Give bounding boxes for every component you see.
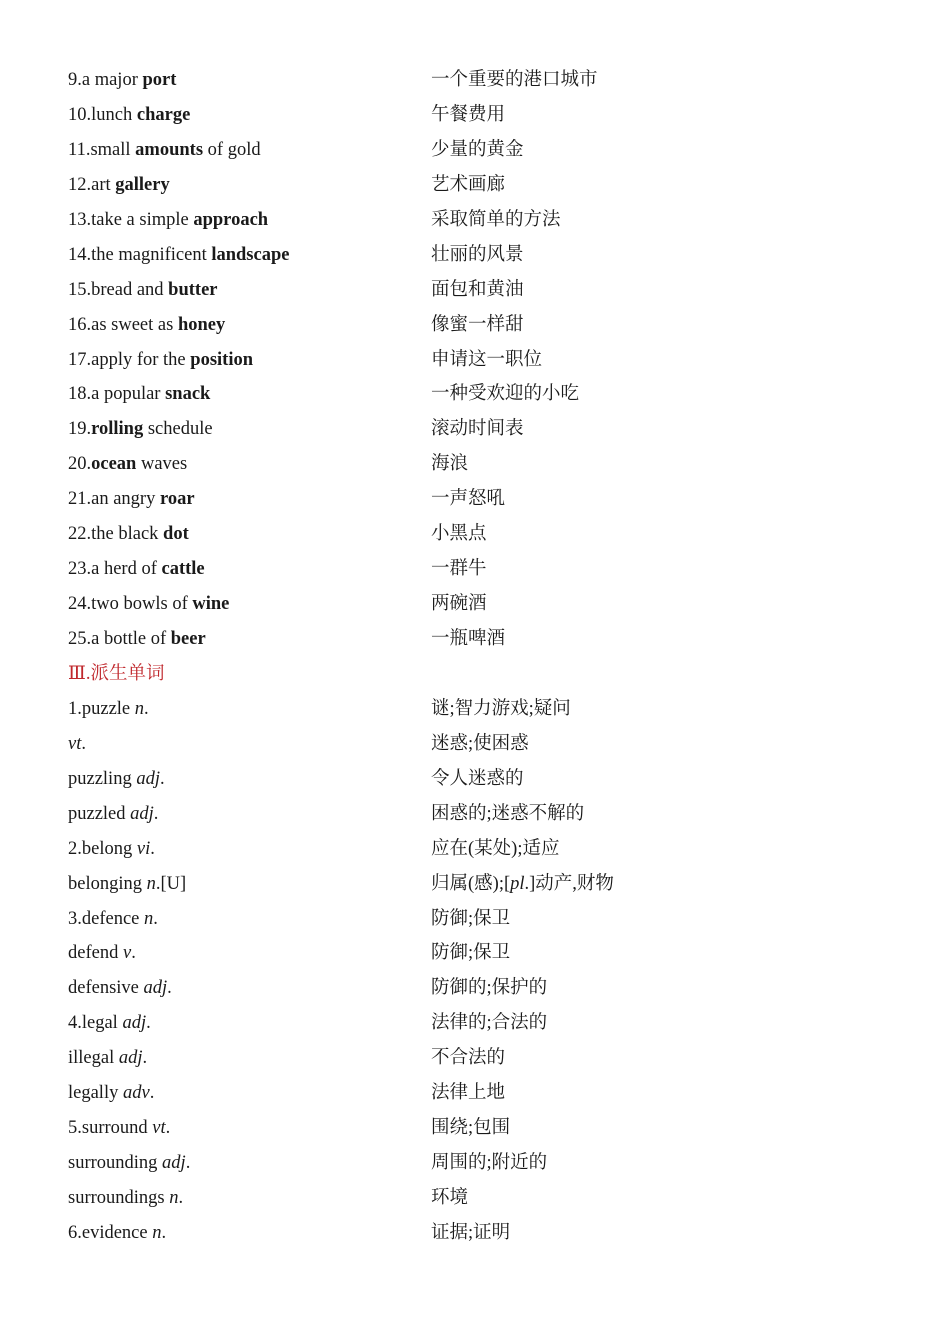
phrase-row <box>68 517 888 552</box>
phrase-row <box>68 343 888 378</box>
derived-row <box>68 797 888 832</box>
part-of-speech: vi <box>136 838 151 859</box>
derived-row <box>68 867 888 902</box>
keyword: gallery <box>115 174 170 195</box>
phrase-english: 11.small amounts of gold <box>68 139 261 160</box>
phrase-english: 17.apply for the position <box>68 349 253 370</box>
phrase-chinese: 两碗酒 <box>431 594 487 615</box>
derived-word: 3.defence n. <box>68 908 158 929</box>
derived-word: 1.puzzle n. <box>68 698 149 719</box>
derived-meaning: 归属(感);[pl.]动产,财物 <box>431 873 614 894</box>
keyword: amounts <box>135 139 204 160</box>
part-of-speech: n <box>134 698 145 719</box>
phrase-row <box>68 482 888 517</box>
part-of-speech: adj <box>130 803 154 824</box>
part-of-speech: adj <box>162 1153 186 1174</box>
phrase-chinese: 一声怒吼 <box>431 489 506 510</box>
derived-meaning: 令人迷惑的 <box>431 768 524 789</box>
phrase-english: 23.a herd of cattle <box>68 559 205 580</box>
phrase-english: 14.the magnificent landscape <box>68 244 290 265</box>
derived-meaning: 防御的;保护的 <box>431 978 548 999</box>
keyword: rolling <box>91 419 144 440</box>
derived-word: surrounding adj. <box>68 1153 191 1174</box>
phrase-english: 13.take a simple approach <box>68 209 269 230</box>
derived-row <box>68 832 888 867</box>
derived-word: defend v. <box>68 943 136 964</box>
part-of-speech: adv <box>122 1083 150 1104</box>
phrase-chinese: 少量的黄金 <box>431 139 524 160</box>
phrase-english: 18.a popular snack <box>68 384 211 405</box>
keyword: beer <box>170 629 206 649</box>
derived-row <box>68 1181 888 1216</box>
derived-row <box>68 1146 888 1181</box>
keyword: butter <box>168 279 218 300</box>
part-of-speech: v <box>122 943 132 964</box>
part-of-speech: adj <box>122 1013 147 1034</box>
keyword: honey <box>177 314 226 335</box>
phrase-row <box>68 133 888 168</box>
phrase-english: 12.art gallery <box>68 174 170 195</box>
part-of-speech: adj <box>118 1048 143 1069</box>
derived-row <box>68 936 888 971</box>
phrase-chinese: 面包和黄油 <box>431 279 524 300</box>
derived-row <box>68 692 888 727</box>
derived-meaning: 不合法的 <box>431 1048 506 1069</box>
derived-row <box>68 1111 888 1146</box>
phrase-chinese: 一个重要的港口城市 <box>431 70 598 90</box>
part-of-speech: n <box>144 908 154 929</box>
keyword: landscape <box>211 244 290 265</box>
derived-word: puzzled adj. <box>68 803 159 824</box>
derived-row <box>68 902 888 937</box>
phrase-english: 25.a bottle of beer <box>68 629 206 649</box>
phrase-chinese: 采取简单的方法 <box>431 209 561 230</box>
phrase-row <box>68 308 888 343</box>
derived-word: 4.legal adj. <box>68 1013 151 1034</box>
derived-meaning: 环境 <box>431 1188 469 1208</box>
derived-word: 6.evidence n. <box>68 1222 167 1243</box>
derived-meaning: 证据;证明 <box>431 1222 511 1243</box>
section-heading: Ⅲ.派生单词 <box>68 663 165 684</box>
derived-word: defensive adj. <box>68 978 172 999</box>
keyword: charge <box>136 104 191 125</box>
phrase-chinese: 滚动时间表 <box>431 419 524 440</box>
phrase-row <box>68 98 888 133</box>
derived-meaning: 困惑的;迷惑不解的 <box>431 803 585 824</box>
keyword: ocean <box>91 454 137 475</box>
derived-meaning: 周围的;附近的 <box>431 1153 548 1174</box>
phrase-english: 16.as sweet as honey <box>68 314 226 335</box>
derived-meaning: 谜;智力游戏;疑问 <box>431 698 571 719</box>
phrase-chinese: 一群牛 <box>431 559 487 580</box>
phrase-chinese: 壮丽的风景 <box>431 244 524 265</box>
phrase-english: 22.the black dot <box>68 524 189 545</box>
derived-row <box>68 1041 888 1076</box>
derived-meaning: 防御;保卫 <box>431 908 511 929</box>
phrase-english: 10.lunch charge <box>68 104 191 125</box>
keyword: port <box>142 70 177 90</box>
derived-word: surroundings n. <box>68 1188 184 1208</box>
derived-row <box>68 762 888 797</box>
phrase-row <box>68 622 888 657</box>
phrase-chinese: 小黑点 <box>431 524 487 545</box>
keyword: position <box>190 349 253 370</box>
phrase-row <box>68 63 888 98</box>
part-of-speech: vt <box>152 1118 166 1139</box>
derived-row <box>68 1076 888 1111</box>
keyword: approach <box>193 209 269 230</box>
derived-word: belonging n.[U] <box>68 873 187 894</box>
derived-row <box>68 727 888 762</box>
derived-row <box>68 971 888 1006</box>
phrase-chinese: 午餐费用 <box>431 104 506 125</box>
phrase-row <box>68 552 888 587</box>
keyword: snack <box>165 384 211 405</box>
phrase-english: 24.two bowls of wine <box>68 594 230 615</box>
derived-meaning: 法律的;合法的 <box>431 1013 548 1034</box>
keyword: wine <box>192 594 230 615</box>
phrase-row <box>68 203 888 238</box>
vocabulary-list <box>68 63 888 1251</box>
derived-meaning: 围绕;包围 <box>431 1118 511 1139</box>
phrase-row <box>68 447 888 482</box>
derived-row <box>68 1216 888 1251</box>
derived-word: 5.surround vt. <box>68 1118 171 1139</box>
derived-word: vt. <box>68 733 86 754</box>
phrase-chinese: 一瓶啤酒 <box>431 629 506 649</box>
keyword: dot <box>163 524 189 545</box>
derived-word: puzzling adj. <box>68 768 165 789</box>
phrase-row <box>68 168 888 203</box>
phrase-chinese: 海浪 <box>431 454 469 475</box>
keyword: roar <box>159 489 195 510</box>
phrase-chinese: 艺术画廊 <box>431 174 506 195</box>
phrase-row <box>68 238 888 273</box>
derived-word: 2.belong vi. <box>68 838 155 859</box>
derived-row <box>68 1006 888 1041</box>
phrase-chinese: 一种受欢迎的小吃 <box>431 384 580 405</box>
phrase-row <box>68 412 888 447</box>
derived-word: illegal adj. <box>68 1048 148 1069</box>
part-of-speech: adj <box>143 978 168 999</box>
derived-meaning: 法律上地 <box>431 1083 506 1104</box>
keyword: cattle <box>161 559 205 580</box>
phrase-english: 20.ocean waves <box>68 454 188 475</box>
phrase-chinese: 申请这一职位 <box>431 349 543 370</box>
derived-meaning: 迷惑;使困惑 <box>431 733 529 754</box>
derived-meaning: 应在(某处);适应 <box>431 838 560 859</box>
part-of-speech: n <box>146 873 156 894</box>
part-of-speech: n <box>152 1222 162 1243</box>
phrase-english: 15.bread and butter <box>68 279 218 300</box>
part-of-speech: adj <box>136 768 160 789</box>
derived-meaning: 防御;保卫 <box>431 943 511 964</box>
phrase-english: 21.an angry roar <box>68 489 195 510</box>
phrase-english: 9.a major port <box>68 70 177 90</box>
phrase-english: 19.rolling schedule <box>68 419 213 440</box>
phrase-row <box>68 377 888 412</box>
phrase-row <box>68 587 888 622</box>
derived-word: legally adv. <box>68 1083 155 1104</box>
phrase-row <box>68 273 888 308</box>
part-of-speech: n <box>169 1188 179 1208</box>
part-of-speech: vt <box>68 733 82 754</box>
phrase-chinese: 像蜜一样甜 <box>431 314 524 335</box>
